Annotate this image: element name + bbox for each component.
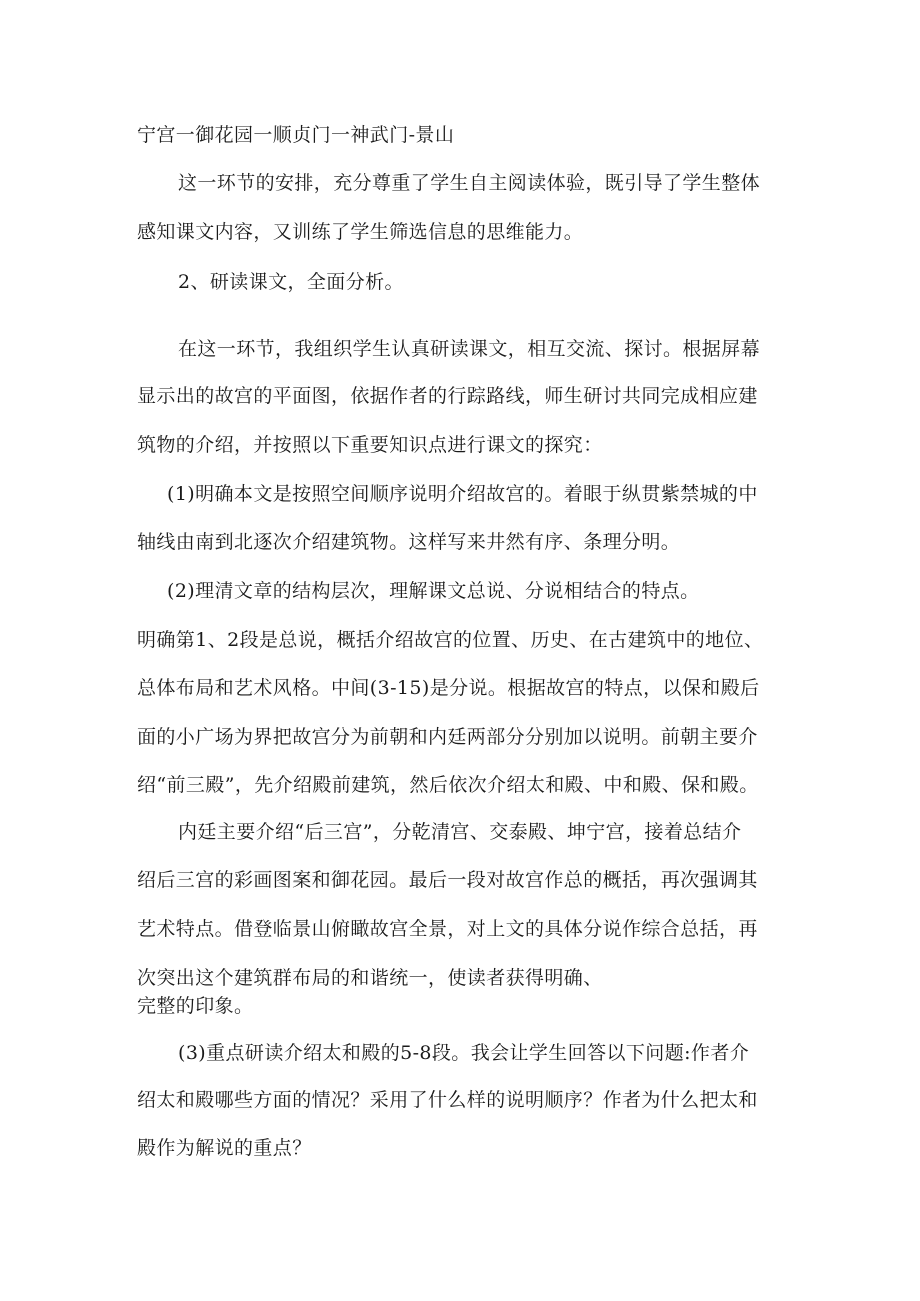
- text-line-2: 这一环节的安排，充分尊重了学生自主阅读体验，既引导了学生整体: [178, 172, 761, 194]
- text-line-17: 艺术特点。借登临景山俯瞰故宫全景，对上文的具体分说作综合总括，再: [137, 918, 758, 940]
- text-line-3: 感知课文内容，又训练了学生筛选信息的思维能力。: [137, 221, 584, 243]
- section-heading: 2、研读课文，全面分析。: [178, 271, 404, 293]
- text-line-7: 筑物的介绍，并按照以下重要知识点进行课文的探究：: [137, 434, 603, 456]
- text-line-21: 绍太和殿哪些方面的情况？采用了什么样的说明顺序？作者为什么把太和: [137, 1089, 758, 1111]
- text-line-13: 面的小广场为界把故宫分为前朝和内廷两部分分别加以说明。前朝主要介: [137, 726, 758, 748]
- text-line-9: 轴线由南到北逐次介绍建筑物。这样写来井然有序、条理分明。: [137, 531, 681, 553]
- text-line-5: 在这一环节，我组织学生认真研读课文，相互交流、探讨。根据屏幕: [178, 338, 761, 360]
- text-line-8: (1)明确本文是按照空间顺序说明介绍故宫的。着眼于纵贯紫禁城的中: [167, 483, 758, 505]
- text-line-14: 绍“前三殿”，先介绍殿前建筑，然后依次介绍太和殿、中和殿、保和殿。: [137, 774, 759, 796]
- text-line-16: 绍后三宫的彩画图案和御花园。最后一段对故宫作总的概括，再次强调其: [137, 869, 758, 891]
- text-line-22: 殿作为解说的重点？: [137, 1137, 312, 1159]
- text-line-19: 完整的印象。: [137, 995, 254, 1017]
- text-line-10: (2)理清文章的结构层次，理解课文总说、分说相结合的特点。: [167, 580, 700, 602]
- text-line-15: 内廷主要介绍“后三宫”，分乾清宫、交泰殿、坤宁宫，接着总结介: [178, 821, 742, 843]
- text-line-11: 明确第1、2段是总说，概括介绍故宫的位置、历史、在古建筑中的地位、: [137, 629, 764, 651]
- text-line-12: 总体布局和艺术风格。中间(3-15)是分说。根据故宫的特点，以保和殿后: [137, 677, 760, 699]
- text-line-6: 显示出的故宫的平面图，依据作者的行踪路线，师生研讨共同完成相应建: [137, 385, 758, 407]
- text-line-20: (3)重点研读介绍太和殿的5-8段。我会让学生回答以下问题:作者介: [178, 1042, 750, 1064]
- text-line-18: 次突出这个建筑群布局的和谐统一，使读者获得明确、: [137, 967, 603, 989]
- text-line-1: 宁宫一御花园一顺贞门一神武门-景山: [137, 124, 455, 146]
